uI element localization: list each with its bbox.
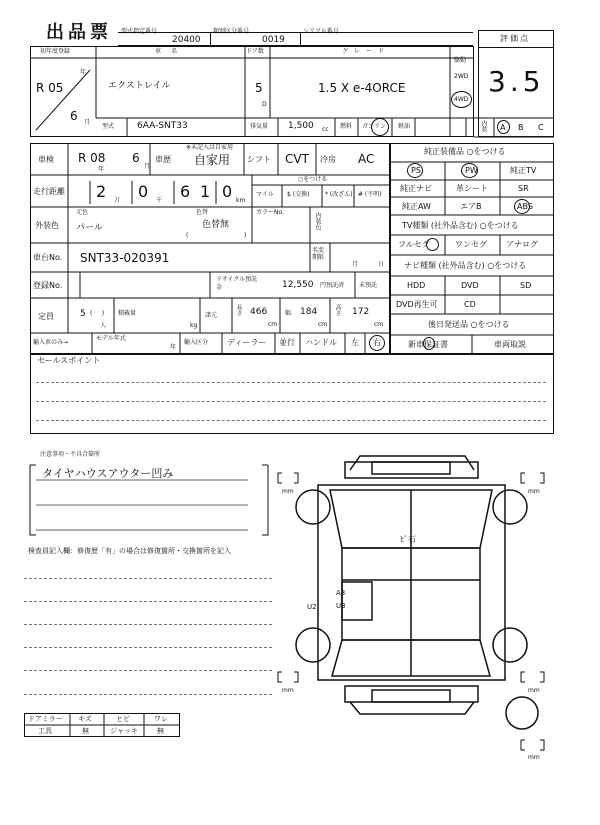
use-label: 車歴 (155, 155, 171, 164)
handle-label: ハンドル (305, 338, 337, 347)
displacement: 1,500 (288, 121, 314, 131)
parallel: 並行 (279, 338, 295, 347)
class-label: 類別区分番号 (213, 28, 250, 35)
use-value: 自家用 (194, 153, 231, 167)
nav-title: ナビ種類 (社外品含む) ○をつける (404, 261, 527, 270)
equip-aw: 純正AW (402, 202, 431, 211)
car-name-label: 車名 (155, 48, 188, 55)
bt-tools: 工具 (38, 727, 52, 735)
notes-title: 注意事項・不具合箇所 (40, 451, 101, 458)
grade-label: グレード (342, 48, 391, 55)
height-label: 高さ (334, 304, 341, 316)
docs-title: 後日発送品 ○をつける (428, 320, 510, 329)
recycle-unpaid: 未預託 (359, 282, 378, 289)
sales-point-label: セールスポイント (37, 356, 101, 365)
equip-abs: ABS (517, 202, 533, 211)
mm-front-right: mm (528, 488, 540, 495)
len-label: 長さ (235, 304, 242, 316)
inspection-month: 6 (132, 151, 140, 165)
use-note: ※未記入は自家用 (186, 144, 234, 151)
model-cert-no: 20400 (172, 35, 201, 45)
dealer: ディーラー (227, 338, 267, 347)
mileage-label: 走行距離 (33, 187, 65, 196)
mark-u2: U2 (307, 603, 317, 611)
mileage-digit-5: 0 (222, 182, 233, 201)
length-value: 466 (250, 307, 268, 317)
first-reg-year: R 05 (36, 81, 64, 95)
meter-unknown: # (不明) (358, 191, 382, 198)
dim-label: 諸元 (205, 312, 218, 319)
width-unit: cm (318, 321, 328, 328)
interior-c: C (538, 123, 544, 132)
name-change-month: 月 (352, 261, 359, 268)
drive-label: 駆動 (454, 57, 467, 64)
color-label2: 色替 (196, 209, 209, 216)
mm-rear-right: mm (528, 687, 540, 694)
doors-value: 5 (255, 81, 263, 95)
interior-color-label: 内装色 (314, 212, 321, 230)
bt-jack: ジャッキ (110, 727, 138, 735)
door-sub: D (262, 101, 267, 108)
model-year-label: モデル年式 (96, 335, 126, 342)
unit-km: km (236, 197, 246, 204)
grade-value: 1.5 X e-4ORCE (318, 81, 406, 95)
fuel-value: ガソリン (362, 123, 387, 130)
bt-scratch: キズ (78, 715, 92, 723)
paren-close: ) (244, 232, 247, 239)
width-value: 184 (300, 307, 318, 317)
meter-note: ○をつける (298, 176, 328, 183)
equip-tv: 純正TV (510, 166, 537, 175)
handle-left: 左 (351, 338, 359, 347)
nav-dvd-play: DVD再生可 (396, 300, 438, 309)
load-label: 積載量 (118, 310, 137, 317)
unit-sen: 千 (156, 197, 163, 204)
ac-value: AC (358, 152, 375, 166)
equip-airbag: エアB (460, 202, 482, 211)
inspection-month-unit: 月 (144, 163, 151, 170)
height-unit: cm (374, 321, 384, 328)
tv-oneseg: ワンセグ (455, 240, 487, 249)
model-type: 6AA-SNT33 (137, 121, 188, 131)
notes-text: タイヤハウスアウター凹み (42, 468, 174, 480)
capacity-paren: ( ) (90, 310, 105, 317)
equip-leather: 革シート (456, 184, 488, 193)
doors-label: ドア数 (246, 48, 264, 55)
width-label: 幅 (285, 310, 292, 317)
color-label: 外装色 (35, 221, 59, 230)
color-no-label: カラーNo. (256, 209, 284, 216)
name-change-day: 日 (378, 261, 385, 268)
mm-front-left: mm (282, 488, 294, 495)
equip-pw: PW (465, 166, 478, 175)
equip-ps: PS (411, 166, 421, 175)
capacity-label: 定員 (38, 312, 54, 321)
shift-label: シフト (247, 155, 271, 164)
first-reg-label: 初年度登録 (40, 48, 71, 55)
car-name: エクストレイル (108, 81, 171, 91)
meter-tamper: * (改ざん) (325, 191, 353, 198)
chassis-no: SNT33-020391 (80, 251, 170, 265)
inspection-value: R 08 (78, 151, 106, 165)
import-label: 輸入車のみ→ (33, 339, 69, 346)
mileage-digit-3: 6 (180, 182, 191, 201)
equip-navi: 純正ナビ (400, 184, 432, 193)
mileage-digit-1: 2 (96, 182, 107, 201)
month-unit: 月 (84, 119, 91, 126)
recycle-label: リサイクル預託金 (216, 276, 258, 291)
reg-label: 登録No. (33, 281, 63, 290)
capacity-value: 5 (80, 309, 86, 319)
model-year-unit: 年 (170, 344, 177, 351)
mileage-digit-4: 1 (200, 182, 211, 201)
equip-sr: SR (518, 184, 529, 193)
equipment-title: 純正装備品 ○をつける (424, 147, 506, 156)
interior-b: B (518, 123, 524, 132)
orig-color-label: 元色 (76, 209, 89, 216)
bt-mirror: ドアミラー (28, 715, 63, 723)
displacement-unit: cc (322, 126, 329, 133)
rating-label: 評価点 (500, 34, 530, 43)
serial-label: シリアル番号 (303, 28, 339, 35)
nav-cd: CD (464, 300, 476, 309)
fuel-label: 燃料 (340, 123, 353, 130)
interior-a: A (500, 123, 506, 132)
paren-open: ( (186, 232, 189, 239)
inspector-label: 検査員記入欄：修復歴「有」の場合は修復箇所・交換箇所を記入 (28, 547, 231, 555)
nav-hdd: HDD (407, 281, 426, 290)
tv-fullseg: フルセグ (398, 240, 430, 249)
nav-sd: SD (520, 281, 532, 290)
drive-4wd: 4WD (454, 96, 469, 103)
model-type-label: 型式 (102, 123, 115, 130)
ac-label: 冷房 (320, 155, 336, 164)
docs-warranty: 新車保証書 (408, 340, 448, 349)
nav-dvd: DVD (461, 281, 479, 290)
orig-color: パール (76, 223, 103, 233)
tv-title: TV種類 (社外品含む) ○をつける (402, 221, 519, 230)
capacity-unit: 人 (100, 322, 107, 329)
load-unit: kg (190, 322, 198, 329)
interior-label: 内装 (480, 120, 487, 132)
import-cat-label: 輸入区分 (184, 339, 209, 346)
year-unit: 年 (80, 69, 87, 76)
height-value: 172 (352, 307, 370, 317)
rating-value: 3.5 (488, 65, 545, 98)
meter-label: マイル (256, 191, 274, 198)
unit-man: 万 (114, 197, 121, 204)
displacement-label: 排気量 (250, 123, 269, 130)
length-unit: cm (268, 321, 278, 328)
bt-crack: ヒビ (116, 715, 130, 723)
docs-manual: 車両取説 (494, 340, 526, 349)
mark-chip: ﾋﾟ石 (400, 535, 416, 544)
inspection-label: 車検 (38, 155, 54, 164)
model-cert-label: 型式指定番号 (121, 28, 158, 35)
repaint-value: 色替無 (202, 220, 230, 230)
mm-rear-left: mm (282, 687, 294, 694)
recycle-value: 12,550 (282, 280, 314, 290)
light-label: 軽油 (398, 123, 411, 130)
recycle-paid: 円預託済 (320, 282, 345, 289)
mileage-digit-2: 0 (138, 182, 149, 201)
shift-value: CVT (285, 152, 309, 166)
meter-exchange: $ (交換) (287, 191, 310, 198)
tv-analog: アナログ (506, 240, 538, 249)
first-reg-month: 6 (70, 109, 78, 123)
handle-right: 右 (373, 338, 381, 347)
class-no: 0019 (262, 35, 285, 45)
chassis-label: 車台No. (33, 253, 63, 262)
bt-tools-val: 無 (82, 727, 89, 735)
bt-break: ワレ (154, 715, 168, 723)
page-title: 出品票 (46, 22, 112, 43)
mark-a3: A3 (336, 589, 346, 597)
mm-spare: mm (528, 754, 540, 761)
drive-2wd: 2WD (454, 73, 469, 80)
mark-u3: U3 (336, 602, 346, 610)
bt-jack-val: 無 (157, 727, 164, 735)
inspection-year-unit: 年 (98, 166, 105, 173)
name-change-label: 名変期限 (312, 247, 325, 262)
